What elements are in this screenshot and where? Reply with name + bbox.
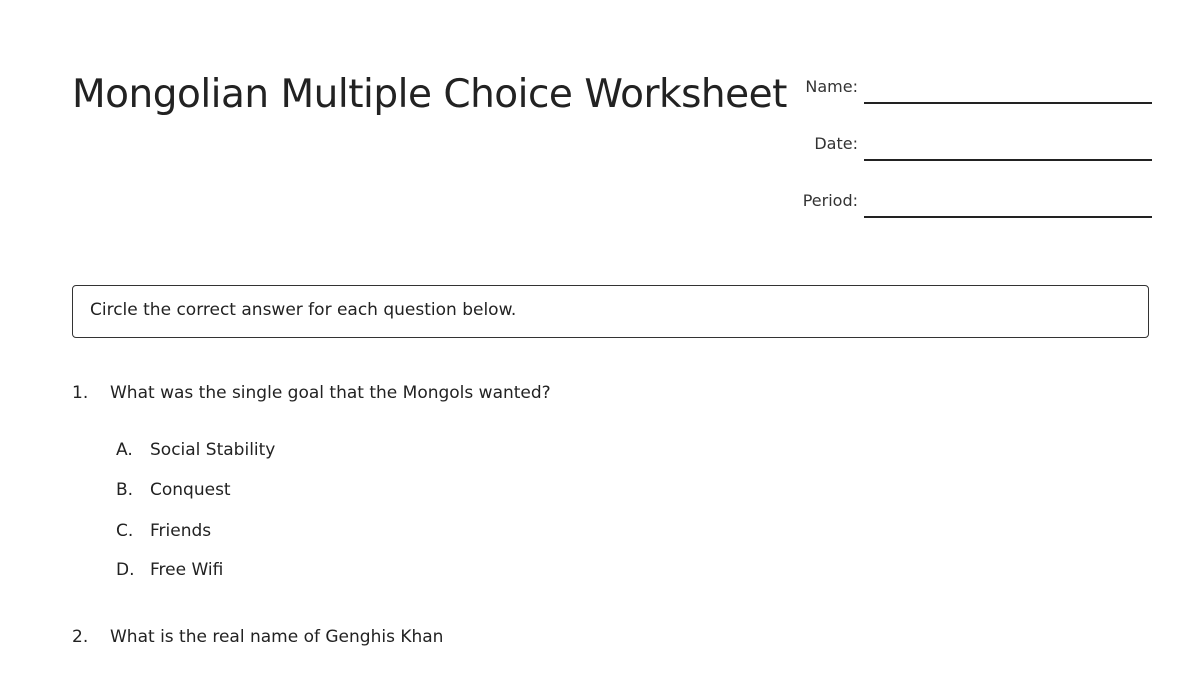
option-letter: C. [116,521,134,541]
instructions-box [72,285,1149,338]
option-text: Conquest [150,480,231,500]
period-label: Period: [802,191,858,210]
name-field [760,72,1152,104]
question-number: 2. [72,627,89,647]
worksheet-title: Mongolian Multiple Choice Worksheet [72,72,787,117]
period-field [760,186,1152,218]
option-text: Friends [150,521,212,541]
question-number: 1. [72,383,89,403]
option-letter: A. [116,440,133,460]
date-field [760,129,1152,161]
date-line[interactable] [864,159,1152,161]
date-label: Date: [814,134,858,153]
instructions-text: Circle the correct answer for each question below. [90,300,517,320]
option-text: Social Stability [150,440,276,460]
option-letter: D. [116,560,135,580]
question-text: What was the single goal that the Mongols wanted? [110,383,551,403]
period-line[interactable] [864,216,1152,218]
name-label: Name: [805,77,858,96]
option-text: Free Wifi [150,560,224,580]
question-text: What is the real name of Genghis Khan [110,627,444,647]
name-line[interactable] [864,102,1152,104]
option-letter: B. [116,480,134,500]
